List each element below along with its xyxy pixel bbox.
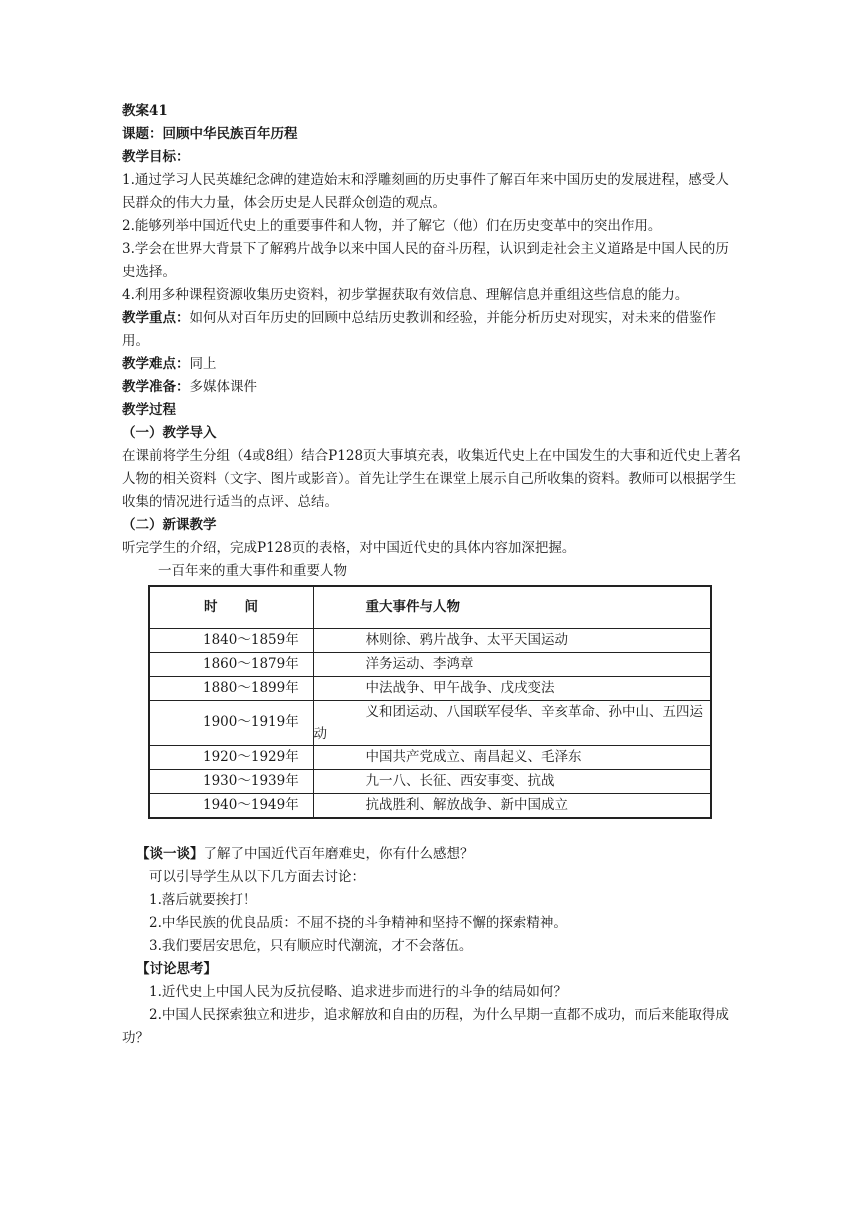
row-events: 中法战争、甲午战争、戊戌变法 — [313, 676, 711, 700]
topic-text: 回顾中华民族百年历程 — [162, 126, 298, 142]
row-period: 1880～1899年 — [149, 676, 313, 700]
table-row — [149, 676, 711, 700]
row-period: 1900～1919年 — [149, 700, 313, 745]
section-1-heading: （一）教学导入 — [122, 425, 217, 441]
discuss-point — [122, 1004, 742, 1050]
preparation-label: 教学准备： — [122, 379, 190, 395]
topic-label: 课题： — [122, 126, 163, 142]
goal-item: 2.能够列举中国近代史上的重要事件和人物，并了解它（他）们在历史变革中的突出作用。 — [122, 218, 662, 234]
difficulty-line — [122, 353, 742, 376]
goal-item: 3.学会在世界大背景下了解鸦片战争以来中国人民的奋斗历程，认识到走社会主义道路是中国人民的历史选择。 — [122, 241, 729, 280]
talk-point: 3.我们要居安思危，只有顺应时代潮流，才不会落伍。 — [149, 937, 473, 954]
section-1-text: 在课前将学生分组（4或8组）结合P128页大事填充表，收集近代史上在中国发生的大事和近代史上著名人物的相关资料（文字、图片或影音）。首先让学生在课堂上展示自己所收集的资料。教师可以根据学生收集的情况进行适当的点评、总结。 — [122, 448, 742, 510]
row-events: 中国共产党成立、南昌起义、毛泽东 — [313, 745, 711, 769]
process-heading: 教学过程 — [122, 402, 176, 418]
talk-point: 2.中华民族的优良品质：不屈不挠的斗争精神和坚持不懈的探索精神。 — [149, 914, 567, 931]
row-period: 1840～1859年 — [149, 628, 313, 652]
table-caption: 一百年来的重大事件和重要人物 — [158, 563, 347, 579]
table-header-row — [149, 586, 711, 628]
table-row — [149, 652, 711, 676]
discuss-label: 【讨论思考】 — [136, 960, 217, 977]
goals-heading: 教学目标： — [122, 149, 190, 165]
row-period: 1920～1929年 — [149, 745, 313, 769]
row-events: 林则徐、鸦片战争、太平天国运动 — [313, 628, 711, 652]
row-period: 1930～1939年 — [149, 769, 313, 793]
row-period: 1940～1949年 — [149, 793, 313, 818]
row-events: 义和团运动、八国联军侵华、辛亥革命、孙中山、五四运动 — [313, 700, 711, 745]
preparation-text: 多媒体课件 — [189, 379, 257, 395]
row-events: 九一八、长征、西安事变、抗战 — [313, 769, 711, 793]
table-row — [149, 745, 711, 769]
lesson-plan-content — [122, 100, 742, 1050]
table-row — [149, 793, 711, 818]
row-period: 1860～1879年 — [149, 652, 313, 676]
events-table — [148, 585, 712, 819]
key-point-line — [122, 307, 742, 353]
header-events: 重大事件与人物 — [313, 586, 711, 628]
header-time: 时 间 — [149, 586, 313, 628]
discuss-point: 1.近代史上中国人民为反抗侵略、追求进步而进行的斗争的结局如何？ — [149, 983, 567, 1000]
goal-item: 4.利用多种课程资源收集历史资料，初步掌握获取有效信息、理解信息并重组这些信息的能力。 — [122, 287, 689, 303]
talk-guide: 可以引导学生从以下几方面去讨论： — [149, 868, 365, 885]
difficulty-label: 教学难点： — [122, 356, 190, 372]
talk-point: 1.落后就要挨打！ — [149, 891, 257, 908]
row-events: 抗战胜利、解放战争、新中国成立 — [313, 793, 711, 818]
spacer — [122, 819, 742, 843]
section-2-text: 听完学生的介绍，完成P128页的表格，对中国近代史的具体内容加深把握。 — [122, 540, 576, 556]
talk-label: 【谈一谈】 — [136, 845, 204, 862]
key-point-text: 如何从对百年历史的回顾中总结历史教训和经验，并能分析历史对现实，对未来的借鉴作用。 — [122, 310, 716, 349]
table-row — [149, 700, 711, 745]
row-events: 洋务运动、李鸿章 — [313, 652, 711, 676]
difficulty-text: 同上 — [189, 356, 217, 372]
lesson-number: 教案41 — [122, 103, 168, 119]
topic-line — [122, 123, 742, 146]
goal-item: 1.通过学习人民英雄纪念碑的建造始末和浮雕刻画的历史事件了解百年来中国历史的发展进程，感受人民群众的伟大力量，体会历史是人民群众创造的观点。 — [122, 172, 729, 211]
table-row — [149, 628, 711, 652]
key-point-label: 教学重点： — [122, 310, 190, 326]
preparation-line — [122, 376, 742, 399]
discuss-point-text: 2.中国人民探索独立和进步，追求解放和自由的历程，为什么早期一直都不成功，而后来能取得成功？ — [122, 1006, 729, 1046]
table-row — [149, 769, 711, 793]
section-2-heading: （二）新课教学 — [122, 517, 217, 533]
talk-line — [122, 843, 742, 866]
talk-text: 了解了中国近代百年磨难史，你有什么感想？ — [203, 845, 474, 862]
